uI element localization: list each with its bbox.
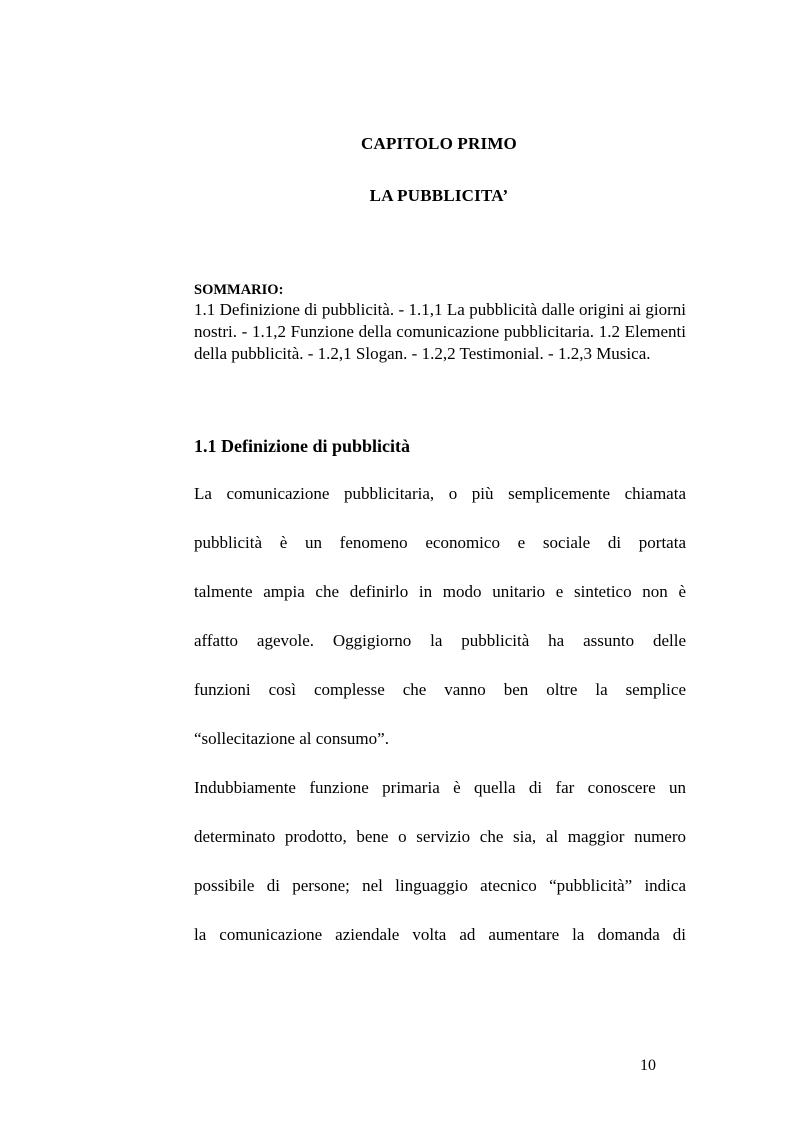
body-line: determinato prodotto, bene o servizio che sia, al maggior numero: [194, 827, 686, 846]
summary-heading: SOMMARIO:: [194, 282, 284, 298]
body-line: funzioni così complesse che vanno ben oltre la semplice: [194, 680, 686, 699]
summary-text: 1.1 Definizione di pubblicità. - 1.1,1 La pubblicità dalle origini ai giorni nostri. - 1.1,2 Funzione della comunicazione pubblicitaria. 1.2 Elementi della pubblicità. - 1.2,1 Slogan. - 1.2,2 Testimonial. - 1.2,3 Musica.: [194, 300, 686, 363]
chapter-title: LA PUBBLICITA’: [369, 186, 509, 205]
body-line: affatto agevole. Oggigiorno la pubblicità ha assunto delle: [194, 631, 686, 650]
section-heading: 1.1 Definizione di pubblicità: [194, 436, 411, 456]
summary-block: [194, 282, 686, 365]
body-line: “sollecitazione al consumo”.: [194, 729, 389, 748]
body-line: la comunicazione aziendale volta ad aumentare la domanda di: [194, 925, 686, 944]
chapter-label: CAPITOLO PRIMO: [361, 134, 517, 153]
body-line: possibile di persone; nel linguaggio atecnico “pubblicità” indica: [194, 876, 686, 895]
body-line: talmente ampia che definirlo in modo unitario e sintetico non è: [194, 582, 686, 601]
body-line: La comunicazione pubblicitaria, o più semplicemente chiamata: [194, 484, 686, 503]
page-number: 10: [640, 1057, 656, 1074]
body-line: pubblicità è un fenomeno economico e sociale di portata: [194, 533, 686, 552]
body-line: Indubbiamente funzione primaria è quella di far conoscere un: [194, 778, 686, 797]
